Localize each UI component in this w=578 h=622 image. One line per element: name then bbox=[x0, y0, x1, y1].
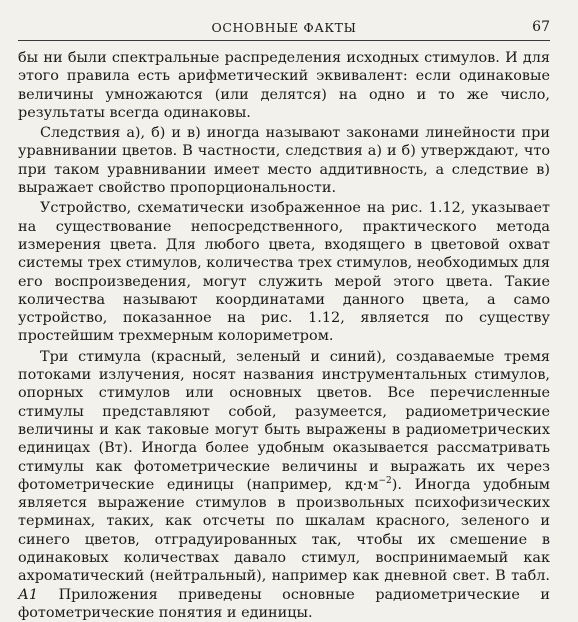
paragraph-text-part: Три стимула (красный, зеленый и синий), создаваемые тремя потоками излучения, носят названия инструментальных стимулов, опорных стимулов или основных цветов. Все перечисленные стимулы представляют собой, разумеется, радиометрические величины и как таковые могут быть выражены в радиометрических единицах (Вт). Иногда более удобным оказывается рассматривать стимулы как фотометрические величины и выражать их через фотометрические единицы (например, кд·м bbox=[18, 348, 550, 493]
paragraph-colorimeter: Устройство, схематически изображенное на рис. 1.12, указывает на существование непосредственного, практического метода измерения цвета. Для любого цвета, входящего в цветовой охват системы трех стимулов, количества трех стимулов, необходимых для его воспроизведения, могут служить мерой этого цвета. Такие количества называют координатами данного цвета, а само устройство, показанное на рис. 1.12, является по существу простейшим трехмерным колориметром. bbox=[18, 200, 550, 345]
page-number: 67 bbox=[532, 19, 550, 35]
paragraph-text-part: ). Иногда удобным является выражение стимулов в произвольных психофизических терминах, таких, как отсчеты по шкалам красного, зеленого и синего цветов, отградуированных так, чтобы их смешение в одинаковых количествах давало стимул, воспринимаемый как ахроматический (нейтральный), например как дневной свет. В табл. bbox=[18, 476, 550, 585]
body-text bbox=[18, 49, 550, 622]
table-reference: А1 bbox=[18, 586, 39, 603]
paragraph-linearity-laws: Следствия а), б) и в) иногда называют законами линейности при уравнивании цветов. В частности, следствия а) и б) утверждают, что при таком уравнивании имеет место аддитивность, а следствие в) выражает свойство пропорциональности. bbox=[18, 125, 550, 197]
chapter-title: ОСНОВНЫЕ ФАКТЫ bbox=[211, 20, 357, 35]
unit-exponent: −2 bbox=[378, 476, 392, 487]
paragraph-primary-stimuli bbox=[18, 348, 550, 622]
paragraph-continuation: бы ни были спектральные распределения исходных стимулов. И для этого правила есть арифметический эквивалент: если одинаковые величины умножаются (или делятся) на одно и то же число, результаты всегда одинаковы. bbox=[18, 50, 550, 121]
paragraph-text-part: Приложения приведены основные радиометрические и фотометрические понятия и единицы. bbox=[18, 586, 550, 621]
running-header bbox=[18, 18, 550, 41]
